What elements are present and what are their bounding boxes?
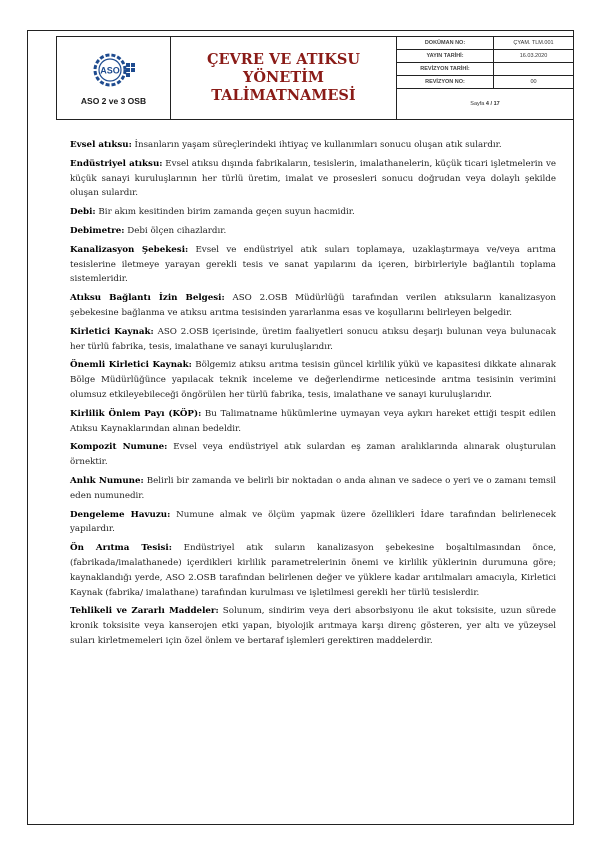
definition-term: Kirletici Kaynak: xyxy=(70,326,154,337)
definition-paragraph xyxy=(70,407,556,437)
definition-term: Ön Arıtma Tesisi: xyxy=(70,543,172,554)
definition-text: Bu Talimatname hükümlerine uymayan veya aykırı hareket ettiği tespit edilen Atıksu Kaynaklarından alınan bedeldir. xyxy=(70,408,557,434)
meta-label: DOKÜMAN NO: xyxy=(397,37,494,49)
logo-caption: ASO 2 ve 3 OSB xyxy=(80,96,147,106)
title-line-2: TALİMATNAMESİ xyxy=(211,87,356,104)
meta-row-revision-no xyxy=(397,76,573,89)
definition-text: Evsel veya endüstriyel atık sulardan eş zaman aralıklarında alınarak oluşturulan örnektir. xyxy=(70,442,556,468)
meta-value xyxy=(494,63,573,75)
meta-label: YAYIN TARİHİ: xyxy=(397,50,494,62)
definition-paragraph xyxy=(70,205,556,220)
definition-term: Anlık Numune: xyxy=(70,475,144,486)
logo-cell xyxy=(57,37,171,119)
page-total: 17 xyxy=(493,101,500,107)
title-line-1: ÇEVRE VE ATIKSU YÖNETİM xyxy=(206,51,361,86)
definition-text: Evsel atıksu dışında fabrikaların, tesislerin, imalathanelerin, küçük ticari işletmelerin ve küçük sanayi kuruluşlarının her türlü üretim, imalat ve prosesleri sonucu doğrudan veya dolaylı şekilde oluşan sulardır. xyxy=(70,158,556,199)
definition-text: Evsel ve endüstriyel atık suları toplamaya, uzaklaştırmaya ve/veya arıtma tesislerine iletmeye yarayan gerekli tesis ve sanat yapılarını da içeren, birbirleriyle bağlantılı toplama sistemleridir. xyxy=(70,244,556,285)
meta-label: REVİZYON NO: xyxy=(397,76,494,88)
definition-paragraph xyxy=(70,325,556,355)
page-number xyxy=(397,89,573,119)
definition-paragraph xyxy=(70,508,556,538)
meta-table xyxy=(397,37,573,119)
document-header xyxy=(56,36,574,120)
meta-label: REVİZYON TARİHİ: xyxy=(397,63,494,75)
definition-text: ASO 2.OSB içerisinde, üretim faaliyetleri sonucu atıksu deşarjı bulunan veya bulunacak her türlü fabrika, tesis, imalathane ve sanayi kuruluşlarıdır. xyxy=(70,326,557,352)
meta-row-publish-date xyxy=(397,50,573,63)
definition-term: Kanalizasyon Şebekesi: xyxy=(70,244,189,255)
page-prefix: Sayfa xyxy=(470,101,485,107)
definition-text: Solunum, sindirim veya deri absorbsiyonu ile akut toksisite, uzun sürede kronik toksisite veya kanserojen etki yapan, biyolojik arıtmaya karşı direnç gösteren, yer altı ve yüzeysel suları kirletmemeleri için özel önlem ve bertaraf işlemleri gerektiren maddelerdir. xyxy=(70,606,556,646)
page-current: 4 xyxy=(485,101,489,107)
meta-row-doc-no xyxy=(397,37,573,50)
definition-text: Endüstriyel atık suların kanalizasyon şebekesine boşaltılmasından önce, (fabrikada/imalathanede) içerdikleri kirlilik parametrelerinin önemi ve kirlilik yüklerinin durumuna göre; kaynaklandığı yerde, ASO 2.OSB tarafından belirlenen değer ve yüklere kadar arıtılmaları amacıyla, Kirletici Kaynak (fabrika/ imalathane) tarafından kurulması ve işletilmesi gerekli her türlü tesislerdir. xyxy=(70,543,557,598)
meta-row-revision-date xyxy=(397,63,573,76)
definition-term: Kompozit Numune: xyxy=(70,442,168,453)
definition-paragraph xyxy=(70,474,556,504)
definition-paragraph xyxy=(70,243,556,287)
svg-text:ASO: ASO xyxy=(99,65,120,76)
definition-paragraph xyxy=(70,291,556,321)
definition-term: Tehlikeli ve Zararlı Maddeler: xyxy=(70,606,219,617)
definition-term: Debi: xyxy=(70,207,96,218)
meta-value: 00 xyxy=(530,79,537,85)
definition-term: Dengeleme Havuzu: xyxy=(70,509,171,520)
definition-text: Belirli bir zamanda ve belirli bir noktadan o anda alınan ve sadece o yeri ve o zamanı temsil eden numunedir. xyxy=(70,475,556,501)
definition-term: Kirlilik Önlem Payı (KÖP): xyxy=(70,408,202,419)
definition-paragraph xyxy=(70,358,556,402)
definition-term: Evsel atıksu: xyxy=(70,140,132,150)
meta-value: 16.03.2020 xyxy=(519,53,548,59)
definition-paragraph xyxy=(70,224,556,239)
definition-text: Bölgemiz atıksu arıtma tesisin güncel kirlilik yükü ve kapasitesi dikkate alınarak Bölge Müdürlüğünce yapılacak teknik inceleme ve değerlendirme neticesinde arıtma tesisinin verimini olumsuz etkileyebileceği öngörülen her türlü fabrika, tesis, imalathane ve sanayi kuruluşlarıdır. xyxy=(70,360,557,400)
aso-logo-icon xyxy=(88,50,140,90)
page-separator: / xyxy=(490,101,493,107)
definition-term: Önemli Kirletici Kaynak: xyxy=(70,360,192,371)
definitions-list xyxy=(70,138,556,653)
definition-text: Bir akım kesitinden birim zamanda geçen suyun hacmidir. xyxy=(95,207,355,218)
definition-paragraph xyxy=(70,138,556,153)
definition-text: İnsanların yaşam süreçlerindeki ihtiyaç ve kullanımları sonucu oluşan atık sulardır. xyxy=(131,140,502,150)
meta-value: ÇYAM. TLM.001 xyxy=(513,40,554,46)
definition-text: Numune almak ve ölçüm yapmak üzere özellikleri İdare tarafından belirlenecek yapılardır. xyxy=(70,509,556,535)
definition-paragraph xyxy=(70,604,556,648)
definition-paragraph xyxy=(70,440,556,470)
definition-paragraph xyxy=(70,541,556,600)
document-title xyxy=(171,37,397,119)
definition-term: Debimetre: xyxy=(70,225,125,236)
definition-paragraph xyxy=(70,157,556,201)
definition-text: Debi ölçen cihazlardır. xyxy=(124,225,227,236)
definition-text: ASO 2.OSB Müdürlüğü tarafından verilen atıksuların kanalizasyon şebekesine bağlanma ve atıksu arıtma tesisinden yararlanma esas ve koşullarını belirleyen belgedir. xyxy=(70,293,556,318)
definition-term: Atıksu Bağlantı İzin Belgesi: xyxy=(70,293,225,304)
definition-term: Endüstriyel atıksu: xyxy=(70,158,163,169)
